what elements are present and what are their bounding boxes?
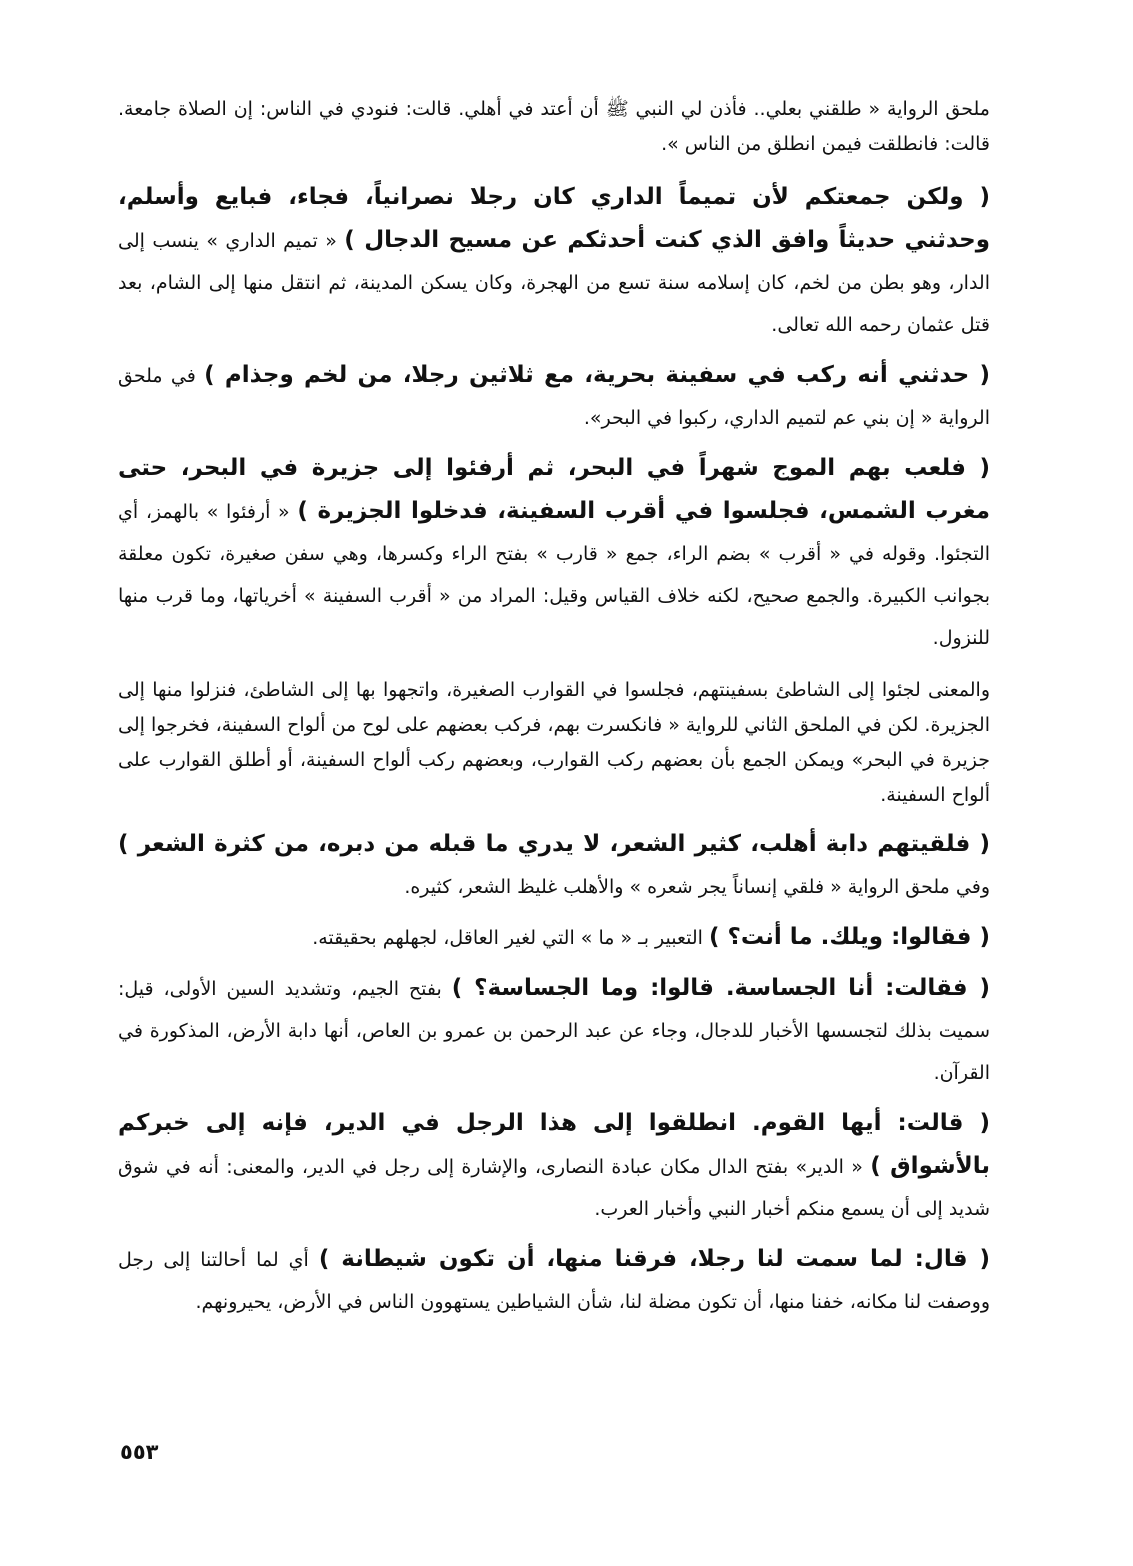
book-page — [118, 92, 990, 1512]
commentary-text: والمعنى لجئوا إلى الشاطئ بسفينتهم، فجلسوا في القوارب الصغيرة، واتجهوا بها إلى الشاطئ، فنزلوا منها إلى الجزيرة. لكن في الملحق الثاني للرواية « فانكسرت بهم، فركب بعضهم على لوح من ألواح السفينة، فخرجوا إلى جزيرة في البحر» ويمكن الجمع بأن بعضهم ركب القوارب، وبعضهم ركب ألواح السفينة، أو أطلق القوارب على ألواح السفينة. — [118, 679, 990, 806]
paragraph-2 — [118, 176, 990, 346]
hadith-text: ( فلقيتهم دابة أهلب، كثير الشعر، لا يدري ما قبله من دبره، من كثرة الشعر ) — [118, 831, 990, 857]
commentary-text: « تميم الداري » ينسب إلى الدار، وهو بطن من لخم، كان إسلامه سنة تسع من الهجرة، وكان يسكن المدينة، ثم انتقل منها إلى الشام، بعد قتل عثمان رحمه الله تعالى. — [118, 230, 990, 336]
hadith-text: ( قالت: أيها القوم. انطلقوا إلى هذا الرجل في الدير، فإنه إلى خبركم بالأشواق ) — [118, 1110, 991, 1179]
commentary-text: ملحق الرواية « طلقني بعلي.. فأذن لي النبي ﷺ أن أعتد في أهلي. قالت: فنودي في الناس: إن الصلاة جامعة. قالت: فانطلقت فيمن انطلق من الناس ». — [118, 98, 990, 155]
commentary-text: « الدير» بفتح الدال مكان عبادة النصارى، والإشارة إلى رجل في الدير، والمعنى: أنه في شوق شديد إلى أن يسمع منكم أخبار النبي وأخبار العرب. — [118, 1156, 990, 1220]
commentary-text: التعبير بـ « ما » التي لغير العاقل، لجهلهم بحقيقته. — [312, 927, 709, 949]
paragraph-6 — [118, 823, 990, 908]
hadith-text: ( حدثني أنه ركب في سفينة بحرية، مع ثلاثين رجلا، من لخم وجذام ) — [204, 362, 990, 388]
paragraph-10 — [118, 1238, 990, 1323]
hadith-text: ( ولكن جمعتكم لأن تميماً الداري كان رجلا نصرانياً، فجاء، فبايع وأسلم، وحدثني حديثاً وافق الذي كنت أحدثكم عن مسيح الدجال ) — [118, 184, 990, 253]
paragraph-1 — [118, 92, 990, 162]
paragraph-8 — [118, 967, 990, 1094]
paragraph-4 — [118, 447, 990, 659]
commentary-text: بفتح الجيم، وتشديد السين الأولى، قيل: سميت بذلك لتجسسها الأخبار للدجال، وجاء عن عبد الرحمن بن عمرو بن العاص، أنها دابة الأرض، المذكورة في القرآن. — [118, 978, 990, 1084]
hadith-text: ( فلعب بهم الموج شهراً في البحر، ثم أرفئوا إلى جزيرة في البحر، حتى مغرب الشمس، فجلسوا في أقرب السفينة، فدخلوا الجزيرة ) — [118, 455, 991, 524]
commentary-text: وفي ملحق الرواية « فلقي إنساناً يجر شعره » والأهلب غليظ الشعر، كثيره. — [404, 876, 990, 898]
paragraph-5 — [118, 673, 990, 813]
hadith-text: ( فقالت: أنا الجساسة. قالوا: وما الجساسة؟ ) — [451, 975, 990, 1001]
hadith-text: ( فقالوا: ويلك. ما أنت؟ ) — [708, 924, 990, 950]
paragraph-7 — [118, 916, 990, 959]
page-number: ٥٥٣ — [120, 1440, 159, 1464]
paragraph-3 — [118, 354, 990, 439]
hadith-text: ( قال: لما سمت لنا رجلا، فرقنا منها، أن تكون شيطانة ) — [318, 1246, 990, 1272]
commentary-text: في ملحق الرواية « إن بني عم لتميم الداري، ركبوا في البحر». — [118, 365, 990, 429]
commentary-text: « أرفئوا » بالهمز، أي التجئوا. وقوله في « أقرب » بضم الراء، جمع « قارب » بفتح الراء وكسرها، وهي سفن صغيرة، تكون معلقة بجوانب الكبيرة. والجمع صحيح، لكنه خلاف القياس وقيل: المراد من « أقرب السفينة » أخرياتها، وما قرب منها للنزول. — [118, 501, 990, 649]
paragraph-9 — [118, 1102, 990, 1230]
commentary-text: أي لما أحالتنا إلى رجل ووصفت لنا مكانه، خفنا منها، أن تكون مضلة لنا، شأن الشياطين يستهوون الناس في الأرض، يحيرونهم. — [118, 1249, 990, 1313]
